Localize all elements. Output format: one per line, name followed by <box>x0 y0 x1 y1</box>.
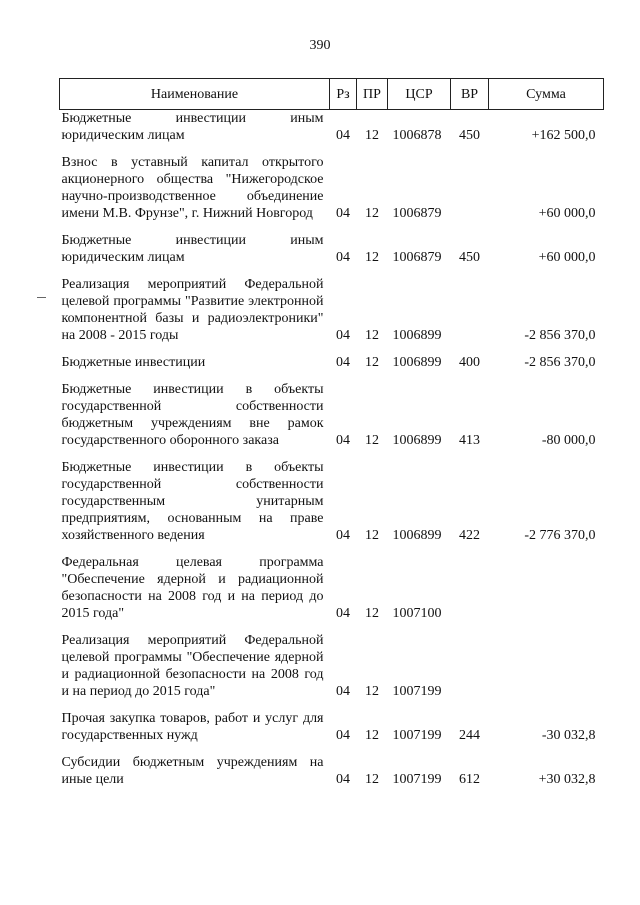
row-name: Бюджетные инвестиции <box>61 355 206 370</box>
table-row <box>60 632 604 700</box>
row-sum: +60 000,0 <box>538 206 596 221</box>
table-row <box>60 354 604 371</box>
row-csr: 1006899 <box>392 433 442 448</box>
row-rz: 04 <box>336 206 350 221</box>
row-sum: +162 500,0 <box>531 128 596 143</box>
table-row <box>60 232 604 266</box>
row-pr: 12 <box>365 206 379 221</box>
row-pr: 12 <box>365 433 379 448</box>
row-vr: 450 <box>459 250 480 265</box>
row-vr <box>451 276 489 344</box>
row-vr: 422 <box>459 528 480 543</box>
row-pr: 12 <box>365 606 379 621</box>
row-name: Бюджетные инвестиции в объекты государственной собственности бюджетным учреждениям вне рамок государственного оборонного заказа <box>61 382 324 448</box>
table-row <box>60 554 604 622</box>
row-rz: 04 <box>336 606 350 621</box>
row-sum: +60 000,0 <box>538 250 596 265</box>
header-rz: Рз <box>330 79 357 110</box>
row-vr <box>451 154 489 222</box>
row-rz: 04 <box>336 355 350 370</box>
row-sum: -80 000,0 <box>541 433 596 448</box>
row-vr: 612 <box>459 772 480 787</box>
budget-table <box>59 78 604 788</box>
row-vr: 413 <box>459 433 480 448</box>
header-sum: Сумма <box>489 79 604 110</box>
row-rz: 04 <box>336 250 350 265</box>
page-number: 390 <box>309 38 331 53</box>
row-name: Реализация мероприятий Федеральной целевой программы "Обеспечение ядерной и радиационной безопасности на 2008 год и на период до 2015 года" <box>61 633 324 699</box>
row-csr: 1007199 <box>392 728 442 743</box>
row-name: Федеральная целевая программа "Обеспечение ядерной и радиационной безопасности на 2008 год и на период до 2015 года" <box>61 555 324 621</box>
header-csr: ЦСР <box>388 79 451 110</box>
row-pr: 12 <box>365 328 379 343</box>
table-row <box>60 154 604 222</box>
row-csr: 1007100 <box>392 606 442 621</box>
table-row <box>60 459 604 544</box>
row-name: Взнос в уставный капитал открытого акционерного общества "Нижегородское научно-производственное объединение имени М.В. Фрунзе", г. Нижний Новгород <box>61 155 324 221</box>
row-sum: +30 032,8 <box>538 772 596 787</box>
row-name: Бюджетные инвестиции иным юридическим лицам <box>61 111 324 143</box>
row-sum: -2 856 370,0 <box>524 328 596 343</box>
row-rz: 04 <box>336 528 350 543</box>
row-rz: 04 <box>336 728 350 743</box>
row-sum: -30 032,8 <box>541 728 596 743</box>
row-rz: 04 <box>336 433 350 448</box>
row-pr: 12 <box>365 772 379 787</box>
row-name: Реализация мероприятий Федеральной целевой программы "Развитие электронной компонентной базы и радиоэлектроники" на 2008 - 2015 годы <box>61 277 324 343</box>
row-pr: 12 <box>365 128 379 143</box>
row-vr: 244 <box>459 728 480 743</box>
row-rz: 04 <box>336 328 350 343</box>
row-name: Бюджетные инвестиции иным юридическим лицам <box>61 233 324 265</box>
row-csr: 1006878 <box>392 128 442 143</box>
row-name: Субсидии бюджетным учреждениям на иные цели <box>61 755 324 787</box>
row-pr: 12 <box>365 684 379 699</box>
row-rz: 04 <box>336 684 350 699</box>
row-vr <box>451 554 489 622</box>
row-csr: 1007199 <box>392 772 442 787</box>
row-vr: 400 <box>459 355 480 370</box>
row-name: Прочая закупка товаров, работ и услуг для государственных нужд <box>61 711 324 743</box>
table-row <box>60 110 604 145</box>
row-csr: 1006899 <box>392 328 442 343</box>
row-csr: 1006879 <box>392 250 442 265</box>
table-row <box>60 754 604 788</box>
row-vr: 450 <box>459 128 480 143</box>
row-csr: 1006899 <box>392 355 442 370</box>
header-pr: ПР <box>357 79 388 110</box>
row-csr: 1006879 <box>392 206 442 221</box>
row-pr: 12 <box>365 355 379 370</box>
header-vr: ВР <box>451 79 489 110</box>
row-pr: 12 <box>365 250 379 265</box>
margin-mark <box>37 297 46 298</box>
table-row <box>60 276 604 344</box>
row-rz: 04 <box>336 772 350 787</box>
row-csr: 1006899 <box>392 528 442 543</box>
row-pr: 12 <box>365 728 379 743</box>
row-sum <box>489 554 604 622</box>
header-name: Наименование <box>60 79 330 110</box>
row-sum: -2 776 370,0 <box>524 528 596 543</box>
table-row <box>60 381 604 449</box>
row-csr: 1007199 <box>392 684 442 699</box>
row-rz: 04 <box>336 128 350 143</box>
row-sum: -2 856 370,0 <box>524 355 596 370</box>
table-header-row <box>60 79 604 110</box>
row-name: Бюджетные инвестиции в объекты государственной собственности государственным унитарным предприятиям, основанным на праве хозяйственного ведения <box>61 460 324 543</box>
row-vr <box>451 632 489 700</box>
row-pr: 12 <box>365 528 379 543</box>
row-sum <box>489 632 604 700</box>
table-row <box>60 710 604 744</box>
